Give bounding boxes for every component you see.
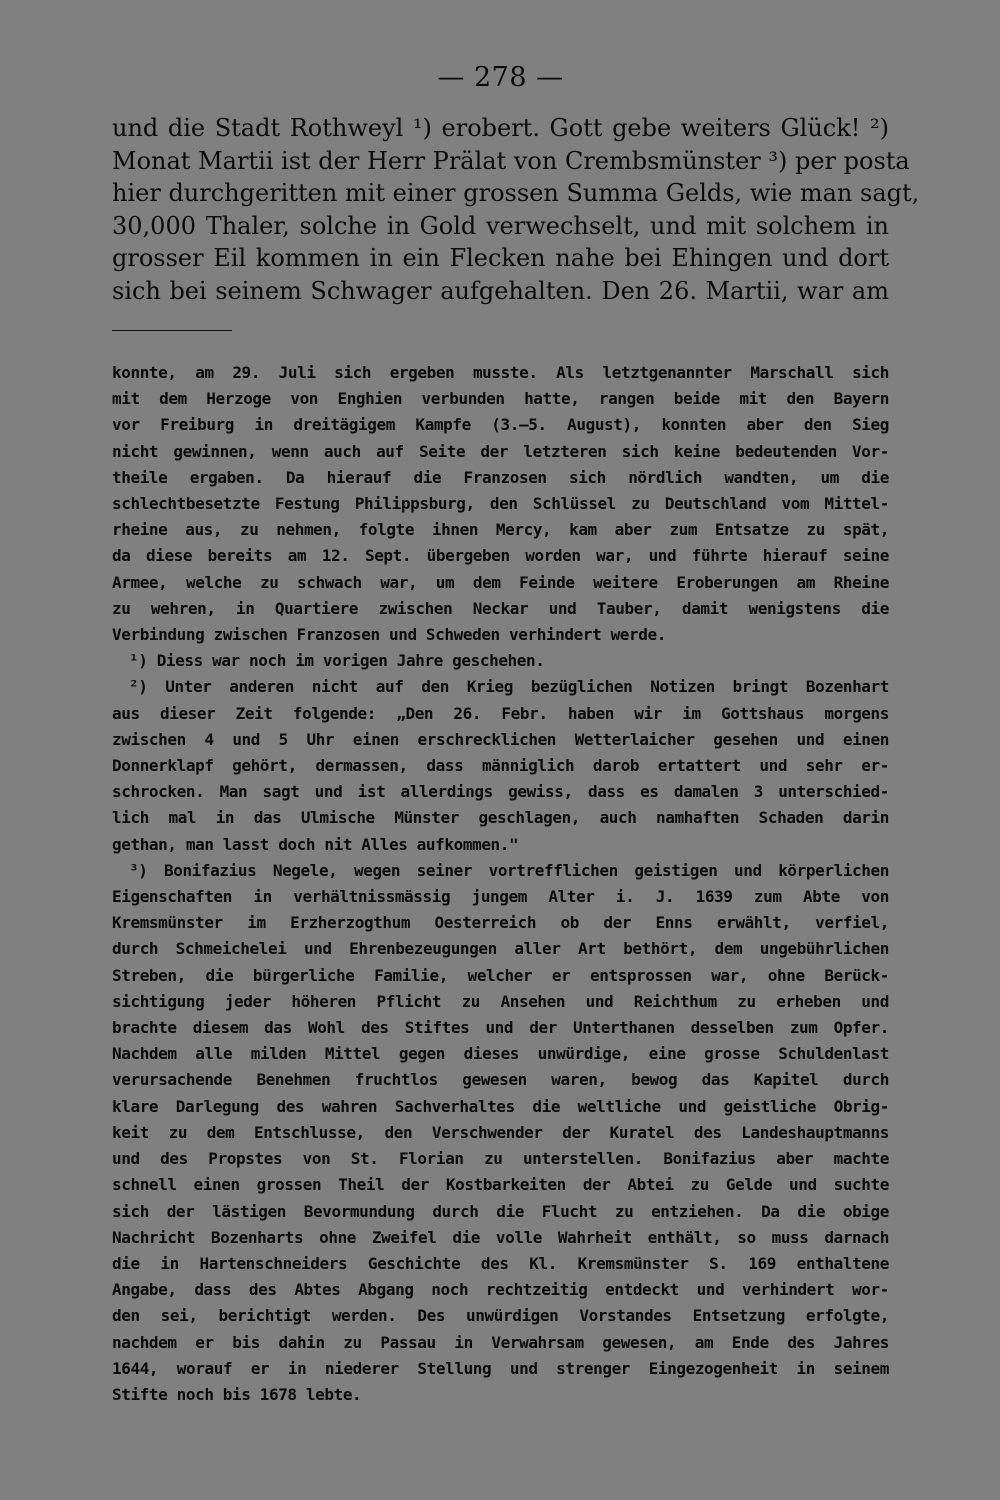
- footnote-line: lich mal in das Ulmische Münster geschlagen, auch namhaften Schaden darin: [112, 808, 889, 828]
- footnote-line: keit zu dem Entschlusse, den Verschwender der Kuratel des Landeshauptmanns: [112, 1122, 889, 1142]
- footnote-line: brachte diesem das Wohl des Stiftes und der Unterthanen desselben zum Opfer.: [112, 1018, 889, 1038]
- footnote-separator-rule: [112, 330, 232, 331]
- main-text-line: sich bei seinem Schwager aufgehalten. Den 26. Martii, war am: [112, 276, 889, 305]
- footnote-line: vor Freiburg in dreitägigem Kampfe (3.—5. August), konnten aber den Sieg: [112, 415, 889, 435]
- footnote-line: Stifte noch bis 1678 lebte.: [112, 1384, 362, 1404]
- main-text-line: und die Stadt Rothweyl ¹) erobert. Gott gebe weiters Glück! ²): [112, 114, 889, 142]
- footnote-line: Verbindung zwischen Franzosen und Schweden verhindert werde.: [112, 625, 666, 645]
- footnote-line: rheine aus, zu nehmen, folgte ihnen Mercy, kam aber zum Entsatze zu spät,: [112, 520, 889, 540]
- footnote-line: durch Schmeichelei und Ehrenbezeugungen aller Art bethört, dem ungebührlichen: [112, 939, 889, 959]
- footnote-line: Nachricht Bozenharts ohne Zweifel die volle Wahrheit enthält, so muss darnach: [112, 1227, 889, 1247]
- footnote-line: die in Hartenschneiders Geschichte des Kl. Kremsmünster S. 169 enthaltene: [112, 1253, 889, 1273]
- footnote-line: den sei, berichtigt werden. Des unwürdigen Vorstandes Entsetzung erfolgte,: [112, 1306, 889, 1326]
- footnote-line: verursachende Benehmen fruchtlos gewesen waren, bewog das Kapitel durch: [112, 1070, 889, 1090]
- main-text-line: hier durchgeritten mit einer grossen Summa Gelds, wie man sagt,: [112, 179, 920, 208]
- footnote-line: Nachdem alle milden Mittel gegen dieses unwürdige, eine grosse Schuldenlast: [112, 1044, 889, 1064]
- footnote-line: 1644, worauf er in niederer Stellung und strenger Eingezogenheit in seinem: [112, 1358, 889, 1378]
- footnote-line: sich der lästigen Bevormundung durch die Flucht zu entziehen. Da die obige: [112, 1201, 889, 1221]
- footnote-1: ¹) Diess war noch im vorigen Jahre geschehen.: [129, 651, 545, 671]
- footnote-line: Angabe, dass des Abtes Abgang noch rechtzeitig entdeckt und verhindert wor-: [112, 1280, 889, 1300]
- footnote-line: Donnerklapf gehört, dermassen, dass männiglich darob ertattert und sehr er-: [112, 756, 889, 776]
- footnote-line: schnell einen grossen Theil der Kostbarkeiten der Abtei zu Gelde und suchte: [112, 1175, 889, 1195]
- footnote-line: schrocken. Man sagt und ist allerdings gewiss, dass es damalen 3 unterschied-: [112, 782, 889, 802]
- footnote-line: zu wehren, in Quartiere zwischen Neckar und Tauber, damit wenigstens die: [112, 598, 889, 618]
- footnote-line: nicht gewinnen, wenn auch auf Seite der letzteren sich keine bedeutenden Vor-: [112, 441, 889, 461]
- footnote-line: nachdem er bis dahin zu Passau in Verwahrsam gewesen, am Ende des Jahres: [112, 1332, 889, 1352]
- footnote-line: und des Propstes von St. Florian zu unterstellen. Bonifazius aber machte: [112, 1149, 889, 1169]
- footnote-line: sichtigung jeder höheren Pflicht zu Ansehen und Reichthum zu erheben und: [112, 991, 889, 1011]
- footnote-line: da diese bereits am 12. Sept. übergeben worden war, und führte hierauf seine: [112, 546, 889, 566]
- footnote-line: Streben, die bürgerliche Familie, welcher er entsprossen war, ohne Berück-: [112, 965, 889, 985]
- footnote-line: konnte, am 29. Juli sich ergeben musste. Als letztgenannter Marschall sich: [112, 363, 889, 382]
- footnote-line: schlechtbesetzte Festung Philippsburg, den Schlüssel zu Deutschland vom Mittel-: [112, 494, 889, 514]
- footnote-2: ²) Unter anderen nicht auf den Krieg bezüglichen Notizen bringt Bozenhart: [129, 677, 889, 697]
- footnote-line: zwischen 4 und 5 Uhr einen erschrecklichen Wetterlaicher gesehen und einen: [112, 729, 889, 749]
- footnote-line: aus dieser Zeit folgende: „Den 26. Febr. haben wir im Gottshaus morgens: [112, 703, 889, 723]
- footnote-line: mit dem Herzoge von Enghien verbunden hatte, rangen beide mit den Bayern: [112, 389, 889, 409]
- main-text-line: Monat Martii ist der Herr Prälat von Crembsmünster ³) per posta: [112, 146, 910, 175]
- main-text-block: [112, 112, 920, 308]
- footnote-3: ³) Bonifazius Negele, wegen seiner vortrefflichen geistigen und körperlichen: [129, 860, 889, 880]
- main-text-line: grosser Eil kommen in ein Flecken nahe bei Ehingen und dort: [112, 244, 889, 273]
- footnote-line: Kremsmünster im Erzherzogthum Oesterreich ob der Enns erwählt, verfiel,: [112, 913, 889, 933]
- footnote-line: klare Darlegung des wahren Sachverhaltes die weltliche und geistliche Obrig-: [112, 1096, 889, 1116]
- footnote-line: gethan, man lasst doch nit Alles aufkommen.": [112, 834, 519, 854]
- footnotes-block: [112, 360, 889, 1408]
- footnote-line: Eigenschaften in verhältnissmässig jungem Alter i. J. 1639 zum Abte von: [112, 887, 889, 907]
- main-text-line: 30,000 Thaler, solche in Gold verwechselt, und mit solchem in: [112, 211, 889, 240]
- page-number: — 278 —: [437, 62, 564, 93]
- footnote-line: theile ergaben. Da hierauf die Franzosen sich nördlich wandten, um die: [112, 467, 889, 487]
- footnote-line: Armee, welche zu schwach war, um dem Feinde weitere Eroberungen am Rheine: [112, 572, 889, 592]
